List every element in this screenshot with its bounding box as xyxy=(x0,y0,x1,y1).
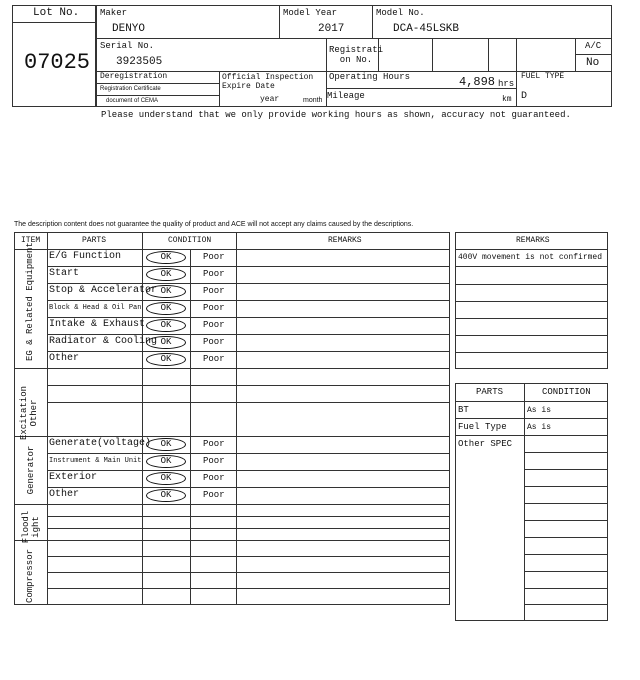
header-line-6 xyxy=(575,54,612,55)
fuel-type-value: D xyxy=(521,91,528,102)
model-year-label: Model Year xyxy=(283,8,338,18)
maker-value: DENYO xyxy=(112,23,146,35)
parts-row-divider xyxy=(524,588,608,589)
header-vline-2 xyxy=(372,5,373,38)
parts-row-divider xyxy=(455,435,608,436)
operating-hours-label: Operating Hours xyxy=(329,72,411,82)
operating-hours-value: 4,898 xyxy=(459,75,496,89)
table-row xyxy=(47,368,450,385)
serial-label: Serial No. xyxy=(100,41,155,51)
poor-option[interactable]: Poor xyxy=(203,337,225,347)
mileage-label: Mileage xyxy=(327,91,365,101)
ok-selected-mark[interactable]: OK xyxy=(146,353,186,366)
parts-row-divider xyxy=(455,401,608,402)
model-no-value: DCA-45LSKB xyxy=(393,23,460,35)
maker-label: Maker xyxy=(100,8,128,18)
ok-selected-mark[interactable]: OK xyxy=(146,455,186,468)
model-year-value: 2017 xyxy=(318,23,345,35)
col-header-condition: CONDITION xyxy=(168,236,212,245)
parts-row-divider xyxy=(524,469,608,470)
parts-row-divider xyxy=(524,571,608,572)
part-name: Intake & Exhaust xyxy=(49,319,146,330)
ok-selected-mark[interactable]: OK xyxy=(146,302,186,315)
poor-option[interactable]: Poor xyxy=(203,490,225,500)
part-name: Radiator & Cooling xyxy=(49,336,158,347)
part-name: Other xyxy=(49,353,80,364)
parts-row-fuel: Fuel Type xyxy=(458,422,507,432)
header-vline-7 xyxy=(516,38,517,107)
row-divider xyxy=(47,453,450,454)
ok-selected-mark[interactable]: OK xyxy=(146,438,186,451)
table-row xyxy=(47,470,450,487)
hrs-label: hrs xyxy=(498,79,515,89)
parts-row-bt: BT xyxy=(458,405,469,415)
row-divider xyxy=(47,572,450,573)
row-divider xyxy=(47,283,450,284)
ok-selected-mark[interactable]: OK xyxy=(146,489,186,502)
parts-row-divider xyxy=(524,452,608,453)
working-hours-note: Please understand that we only provide working hours as shown, accuracy not guaranteed. xyxy=(101,110,571,120)
remarks-header: REMARKS xyxy=(516,236,550,245)
row-divider xyxy=(47,516,450,517)
part-name: Instrument & Main Unit xyxy=(49,457,142,465)
table-row xyxy=(47,504,450,516)
remarks-header-line xyxy=(455,249,608,250)
row-divider xyxy=(47,588,450,589)
ac-label: A/C xyxy=(585,41,602,51)
parts-header-part: PARTS xyxy=(476,387,504,397)
header-line-3 xyxy=(96,83,219,84)
row-divider xyxy=(47,556,450,557)
ok-selected-mark[interactable]: OK xyxy=(146,319,186,332)
table-row xyxy=(47,402,450,419)
parts-row-fuel-condition: As is xyxy=(527,423,552,432)
section-generator: Generator xyxy=(26,445,36,495)
table-row xyxy=(47,556,450,572)
part-name: Other xyxy=(49,489,80,500)
table-row xyxy=(47,351,450,368)
poor-option[interactable]: Poor xyxy=(203,269,225,279)
table-row xyxy=(47,385,450,402)
col-header-remarks: REMARKS xyxy=(328,236,362,245)
table-row xyxy=(47,588,450,605)
part-name: Exterior xyxy=(49,472,98,483)
lot-number: 07025 xyxy=(24,50,91,75)
part-name: Stop & Accelerator xyxy=(49,285,158,296)
poor-option[interactable]: Poor xyxy=(203,320,225,330)
part-name: E/G Function xyxy=(49,251,122,262)
table-row xyxy=(47,266,450,283)
row-divider xyxy=(47,300,450,301)
fuel-type-label: FUEL TYPE xyxy=(521,72,565,81)
table-row xyxy=(47,516,450,528)
parts-row-divider xyxy=(524,537,608,538)
parts-row-divider xyxy=(524,554,608,555)
parts-header-condition: CONDITION xyxy=(542,387,591,397)
registration-label: Registrati on No. xyxy=(329,45,384,65)
registration-certificate-label: Registration Certificate xyxy=(100,86,161,92)
section-floodlight: Floodl ight xyxy=(21,510,41,544)
poor-option[interactable]: Poor xyxy=(203,456,225,466)
row-divider xyxy=(47,470,450,471)
section-excitation: Excitation Other xyxy=(19,386,39,441)
disclaimer: The description content does not guarantee the quality of product and ACE will not accept any claims caused by the descriptions. xyxy=(14,221,414,228)
row-divider xyxy=(47,528,450,529)
header-vline-9 xyxy=(219,71,220,107)
remarks-row-divider xyxy=(455,266,608,267)
deregistration-label: Deregistration xyxy=(100,72,168,81)
table-row xyxy=(47,540,450,556)
header-vline-1 xyxy=(279,5,280,38)
parts-row-divider xyxy=(524,503,608,504)
row-divider xyxy=(47,487,450,488)
parts-row-other-spec: Other SPEC xyxy=(458,439,513,449)
poor-option[interactable]: Poor xyxy=(203,354,225,364)
remarks-row-divider xyxy=(455,352,608,353)
ok-selected-mark[interactable]: OK xyxy=(146,336,186,349)
parts-row-divider xyxy=(455,418,608,419)
lot-label: Lot No. xyxy=(33,7,80,19)
model-no-label: Model No. xyxy=(376,8,425,18)
poor-option[interactable]: Poor xyxy=(203,252,225,262)
part-name: Start xyxy=(49,268,80,279)
row-divider xyxy=(47,266,450,267)
col-header-item: ITEM xyxy=(21,236,41,245)
row-divider xyxy=(47,402,450,403)
part-name: Block & Head & Oil Pan xyxy=(49,304,142,312)
table-row xyxy=(47,572,450,588)
ok-selected-mark[interactable]: OK xyxy=(146,251,186,264)
header-line-4 xyxy=(96,95,219,96)
remarks-row-divider xyxy=(455,318,608,319)
parts-row-bt-condition: As is xyxy=(527,406,552,415)
col-header-parts: PARTS xyxy=(82,236,107,245)
table-row xyxy=(47,487,450,504)
section-compressor: Compressor xyxy=(25,549,35,604)
poor-option[interactable]: Poor xyxy=(203,473,225,483)
row-divider xyxy=(47,317,450,318)
part-name: Generate(voltage) xyxy=(49,438,152,449)
row-divider xyxy=(47,385,450,386)
remarks-row-divider xyxy=(455,301,608,302)
remarks-row-divider xyxy=(455,284,608,285)
row-divider xyxy=(47,351,450,352)
ok-selected-mark[interactable]: OK xyxy=(146,285,186,298)
ac-value: No xyxy=(586,57,600,69)
poor-option[interactable]: Poor xyxy=(203,286,225,296)
remarks-row-divider xyxy=(455,335,608,336)
header-vline-6 xyxy=(488,38,489,71)
inspection-label: Official Inspection Expire Date xyxy=(222,73,314,91)
row-divider xyxy=(47,334,450,335)
month-label: month xyxy=(303,97,323,104)
parts-row-divider xyxy=(524,520,608,521)
cema-document-label: document of CEMA xyxy=(106,98,159,104)
table-row xyxy=(47,528,450,540)
ok-selected-mark[interactable]: OK xyxy=(146,268,186,281)
km-label: km xyxy=(502,95,512,104)
lot-divider xyxy=(12,22,96,23)
header-vline-5 xyxy=(432,38,433,71)
parts-row-divider xyxy=(524,486,608,487)
year-label: year xyxy=(260,95,280,104)
poor-option[interactable]: Poor xyxy=(203,439,225,449)
poor-option[interactable]: Poor xyxy=(203,303,225,313)
serial-value: 3923505 xyxy=(116,56,163,68)
section-eg-related: EG & Related Equipment xyxy=(25,242,35,361)
ok-selected-mark[interactable]: OK xyxy=(146,472,186,485)
remarks-value: 400V movement is not confirmed xyxy=(458,253,603,262)
header-line-1 xyxy=(96,38,612,39)
parts-row-divider xyxy=(524,604,608,605)
